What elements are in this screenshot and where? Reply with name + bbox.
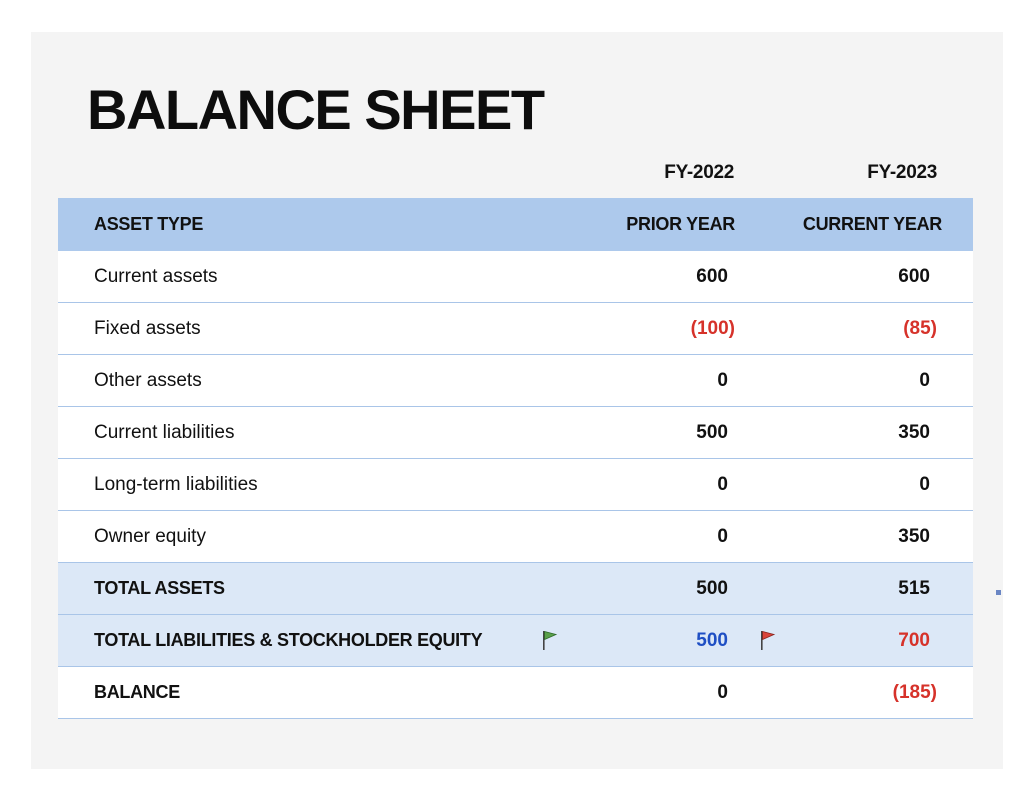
- current-value: (85): [903, 317, 937, 339]
- table-row: [58, 303, 973, 355]
- table-row: [58, 407, 973, 459]
- prior-value: 500: [696, 421, 728, 443]
- prior-fiscal-year: FY-2022: [664, 162, 734, 183]
- prior-value: 600: [696, 265, 728, 287]
- table-row: [58, 511, 973, 563]
- current-value: 600: [898, 265, 930, 287]
- table-row: [58, 251, 973, 303]
- row-label: TOTAL ASSETS: [94, 578, 225, 598]
- table-header-row: [58, 198, 973, 251]
- row-label: BALANCE: [94, 682, 180, 702]
- column-header-current-year: CURRENT YEAR: [802, 214, 942, 234]
- column-header-prior-year: PRIOR YEAR: [626, 214, 735, 234]
- table-row: [58, 355, 973, 407]
- cell-corner-marker: [996, 590, 1001, 595]
- balance-table: [58, 198, 973, 719]
- current-value: 0: [919, 369, 930, 391]
- current-value: 350: [898, 525, 930, 547]
- prior-value: 0: [717, 473, 728, 495]
- current-fiscal-year: FY-2023: [867, 162, 937, 183]
- row-label: Other assets: [94, 369, 202, 391]
- prior-value: 0: [717, 525, 728, 547]
- current-value: (185): [892, 681, 937, 703]
- prior-value: 0: [717, 369, 728, 391]
- row-label: TOTAL LIABILITIES & STOCKHOLDER EQUITY: [94, 630, 483, 650]
- prior-value: (100): [690, 317, 735, 339]
- total-assets-row: [58, 563, 973, 615]
- prior-value: 500: [696, 577, 728, 599]
- row-label: Current assets: [94, 265, 218, 287]
- balance-sheet: [31, 32, 1003, 769]
- current-value: 700: [898, 629, 930, 651]
- current-value: 515: [898, 577, 930, 599]
- row-label: Long-term liabilities: [94, 473, 258, 495]
- green-flag-icon: [541, 629, 559, 651]
- row-label: Fixed assets: [94, 317, 201, 339]
- prior-value: 0: [717, 681, 728, 703]
- current-value: 350: [898, 421, 930, 443]
- table-row: [58, 459, 973, 511]
- red-flag-icon: [759, 629, 777, 651]
- row-label: Owner equity: [94, 525, 206, 547]
- total-liabilities-row: [58, 615, 973, 667]
- prior-value: 500: [696, 629, 728, 651]
- current-value: 0: [919, 473, 930, 495]
- row-label: Current liabilities: [94, 421, 235, 443]
- balance-row: [58, 667, 973, 719]
- page-title: BALANCE SHEET: [87, 78, 544, 141]
- column-header-asset-type: ASSET TYPE: [94, 214, 204, 234]
